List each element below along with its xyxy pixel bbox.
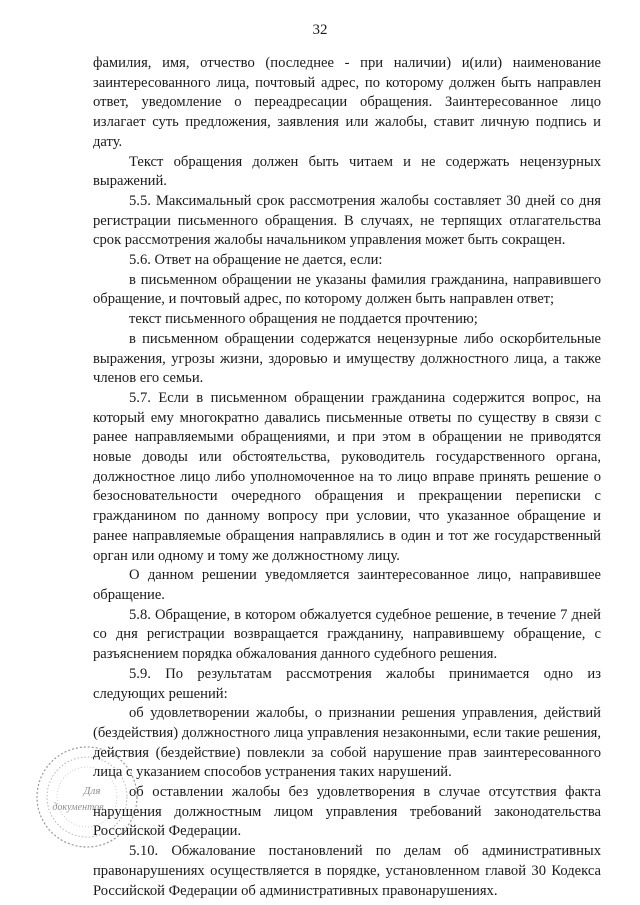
paragraph-5-5: 5.5. Максимальный срок рассмотрения жалобы составляет 30 дней со дня регистрации письменного обращения. В случаях, не терпящих отлагательства срок рассмотрения жалобы начальником управления может быть сокращен. xyxy=(93,192,601,249)
paragraph-5-9: 5.9. По результатам рассмотрения жалобы принимается одно из следующих решений: xyxy=(93,665,601,702)
paragraph-5-10: 5.10. Обжалование постановлений по делам об административных правонарушениях осуществляется в порядке, установленном главой 30 Кодекса Российской Федерации об административных правонарушениях. xyxy=(93,843,601,899)
paragraph-5-9-option-2: об оставлении жалобы без удовлетворения в случае отсутствия факта нарушения должностным лицом управления требований законодательства Российской Федерации. xyxy=(93,784,601,840)
paragraph-5-7: 5.7. Если в письменном обращении гражданина содержится вопрос, на который ему многократно давались письменные ответы по существу в связи с ранее направляемыми обращениями, и при этом в обращении не приводятся новые доводы или обстоятельства, руководитель государственного органа, должностное лицо либо уполномоченное на то лицо вправе принять решение о безосновательности очередного обращения и прекращении переписки с гражданином по данному вопросу при условии, что указанное обращение и ранее направляемые обращения направлялись в один и тот же государственный орган или одному и тому же должностному лицу. xyxy=(93,389,601,564)
paragraph-5-6-item-3: в письменном обращении содержатся нецензурные либо оскорбительные выражения, угрозы жизни, здоровью и имуществу должностного лица, а также членов его семьи. xyxy=(93,330,601,387)
stamp-line-2: документов xyxy=(52,802,104,813)
paragraph-5-6-item-2: текст письменного обращения не поддается прочтению; xyxy=(129,311,478,328)
stamp-line-1: Для xyxy=(83,785,101,797)
paragraph-5-7-notice: О данном решении уведомляется заинтересованное лицо, направившее обращение. xyxy=(93,567,601,603)
paragraph-readability: Текст обращения должен быть читаем и не содержать нецензурных выражений. xyxy=(93,153,601,190)
document-body xyxy=(93,54,601,901)
document-stamp xyxy=(34,744,140,850)
page-number: 32 xyxy=(312,22,328,38)
paragraph-applicant-details: фамилия, имя, отчество (последнее - при наличии) и(или) наименование заинтересованного лица, почтовый адрес, по которому должен быть направлен ответ, уведомление о переадресации обращения. Заинтересованное лицо излагает суть предложения, заявления или жалобы, ставит личную подпись и дату. xyxy=(93,55,601,150)
paragraph-5-9-option-1: об удовлетворении жалобы, о признании решения управления, действий (бездействия) должностного лица управления незаконными, если такие решения, действия (бездействие) повлекли за собой нарушение прав заинтересованного лица с указанием способов устранения таких нарушений. xyxy=(93,705,601,781)
paragraph-5-6-item-1: в письменном обращении не указаны фамилия гражданина, направившего обращение, и почтовый адрес, по которому должен быть направлен ответ; xyxy=(93,271,601,308)
paragraph-5-8: 5.8. Обращение, в котором обжалуется судебное решение, в течение 7 дней со дня регистрации возвращается гражданину, направившему обращение, с разъяснением порядка обжалования данного судебного решения. xyxy=(93,606,601,663)
paragraph-5-6: 5.6. Ответ на обращение не дается, если: xyxy=(129,252,383,269)
